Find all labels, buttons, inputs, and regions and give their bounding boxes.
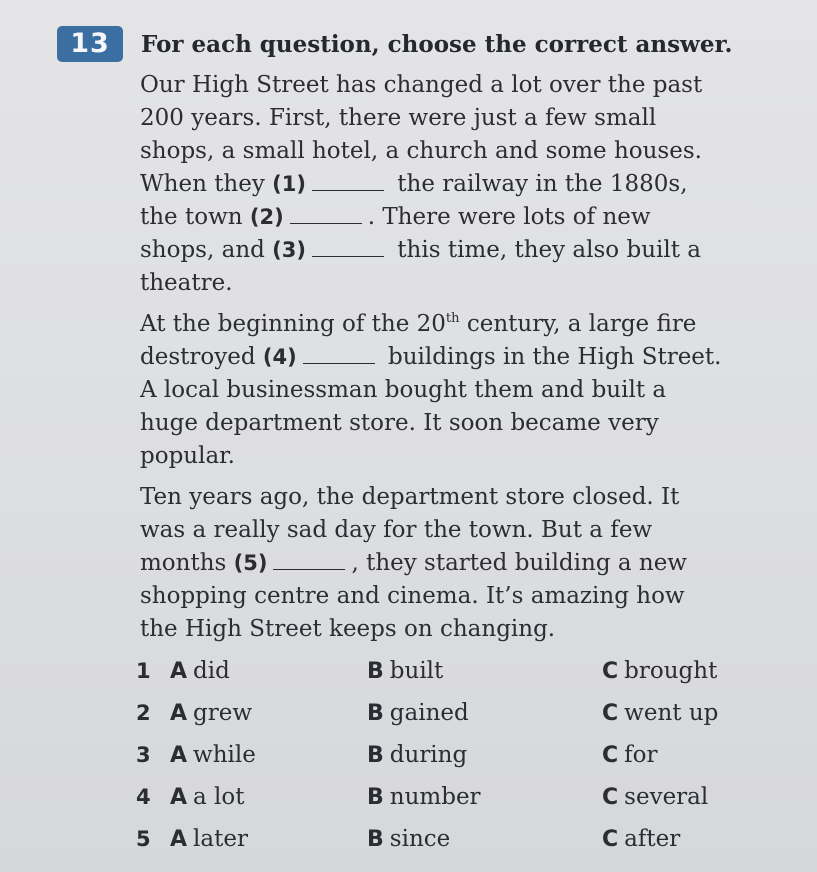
question-row-5: [136, 821, 776, 863]
option-letter: B: [367, 701, 384, 726]
option-letter: A: [170, 659, 188, 684]
option-letter: A: [170, 701, 188, 726]
option-b[interactable]: [367, 779, 481, 816]
text-line: [140, 168, 790, 201]
text-fragment: destroyed: [140, 344, 263, 370]
option-text: a lot: [193, 784, 245, 810]
text-line: Ten years ago, the department store closed. It: [140, 484, 680, 510]
text-line: theatre.: [140, 270, 233, 296]
text-line: was a really sad day for the town. But a few: [140, 517, 653, 543]
blank-number-2: (2): [249, 205, 284, 229]
question-row-1: [136, 653, 776, 695]
text-fragment: buildings in the High Street.: [380, 344, 722, 370]
text-fragment: . There were lots of new: [367, 204, 651, 230]
question-row-3: [136, 737, 776, 779]
text-line: [140, 341, 790, 374]
text-fragment: , they started building a new: [351, 550, 687, 576]
option-text: did: [193, 658, 230, 684]
option-text: number: [389, 784, 481, 810]
text-line: [140, 547, 790, 580]
text-line: shops, a small hotel, a church and some houses.: [140, 138, 702, 164]
option-text: built: [389, 658, 444, 684]
option-text: after: [624, 826, 681, 852]
option-a[interactable]: [170, 821, 248, 858]
text-fragment: century, a large fire: [459, 311, 697, 337]
question-number: 3: [136, 743, 151, 767]
blank-number-4: (4): [262, 345, 297, 369]
text-line: huge department store. It soon became very: [140, 410, 659, 436]
option-b[interactable]: [367, 737, 467, 774]
text-line: Our High Street has changed a lot over the past: [140, 72, 703, 98]
option-c[interactable]: [602, 821, 680, 858]
option-letter: A: [170, 785, 188, 810]
text-fragment: shops, and: [140, 237, 273, 263]
text-line: [140, 201, 790, 234]
option-b[interactable]: [367, 653, 443, 690]
question-row-2: [136, 695, 776, 737]
option-letter: A: [170, 827, 188, 852]
option-text: gained: [389, 700, 469, 726]
text-line: shopping centre and cinema. It’s amazing how: [140, 583, 685, 609]
answer-options: [136, 653, 776, 863]
option-text: went up: [624, 700, 719, 726]
option-text: several: [624, 784, 709, 810]
option-letter: A: [170, 743, 188, 768]
option-c[interactable]: [602, 695, 718, 732]
text-fragment: When they: [140, 171, 273, 197]
option-c[interactable]: [602, 653, 717, 690]
option-a[interactable]: [170, 695, 252, 732]
blank-gap-4[interactable]: [303, 345, 375, 364]
option-a[interactable]: [170, 737, 256, 774]
option-c[interactable]: [602, 779, 708, 816]
option-letter: C: [602, 785, 619, 810]
question-number: 5: [136, 827, 151, 851]
blank-gap-3[interactable]: [312, 238, 384, 257]
option-text: since: [389, 826, 451, 852]
option-b[interactable]: [367, 821, 450, 858]
text-fragment: the town: [140, 204, 250, 230]
option-text: for: [624, 742, 658, 768]
text-line: [140, 308, 790, 341]
exercise-number-badge: 13: [57, 26, 123, 62]
blank-number-5: (5): [233, 551, 268, 575]
option-letter: B: [367, 785, 384, 810]
text-line: the High Street keeps on changing.: [140, 616, 556, 642]
option-letter: B: [367, 659, 384, 684]
superscript: th: [445, 311, 460, 326]
blank-number-3: (3): [272, 238, 306, 262]
text-fragment: months: [140, 550, 234, 576]
option-letter: C: [602, 659, 619, 684]
question-number: 4: [136, 785, 151, 809]
blank-gap-2[interactable]: [290, 205, 362, 224]
text-line: A local businessman bought them and built a: [140, 377, 667, 403]
option-a[interactable]: [170, 653, 230, 690]
blank-gap-1[interactable]: [312, 172, 384, 191]
blank-number-1: (1): [272, 172, 306, 196]
exercise-instruction: For each question, choose the correct answer.: [141, 31, 733, 58]
option-text: later: [193, 826, 248, 852]
option-letter: C: [602, 827, 619, 852]
text-fragment: this time, they also built a: [389, 237, 701, 263]
option-text: grew: [193, 700, 253, 726]
text-fragment: At the beginning of the 20: [140, 311, 446, 337]
blank-gap-5[interactable]: [273, 551, 345, 570]
question-row-4: [136, 779, 776, 821]
paragraph-2: [140, 308, 790, 473]
paragraph-1: [140, 69, 790, 300]
option-a[interactable]: [170, 779, 245, 816]
option-letter: C: [602, 701, 619, 726]
text-line: [140, 234, 790, 267]
text-fragment: the railway in the 1880s,: [389, 171, 688, 197]
question-number: 1: [136, 659, 151, 683]
option-letter: C: [602, 743, 619, 768]
option-text: during: [389, 742, 468, 768]
option-c[interactable]: [602, 737, 658, 774]
question-number: 2: [136, 701, 151, 725]
text-line: popular.: [140, 443, 235, 469]
option-letter: B: [367, 743, 384, 768]
option-b[interactable]: [367, 695, 469, 732]
paragraph-3: [140, 481, 790, 646]
option-letter: B: [367, 827, 384, 852]
option-text: while: [193, 742, 256, 768]
option-text: brought: [624, 658, 718, 684]
text-line: 200 years. First, there were just a few small: [140, 105, 657, 131]
